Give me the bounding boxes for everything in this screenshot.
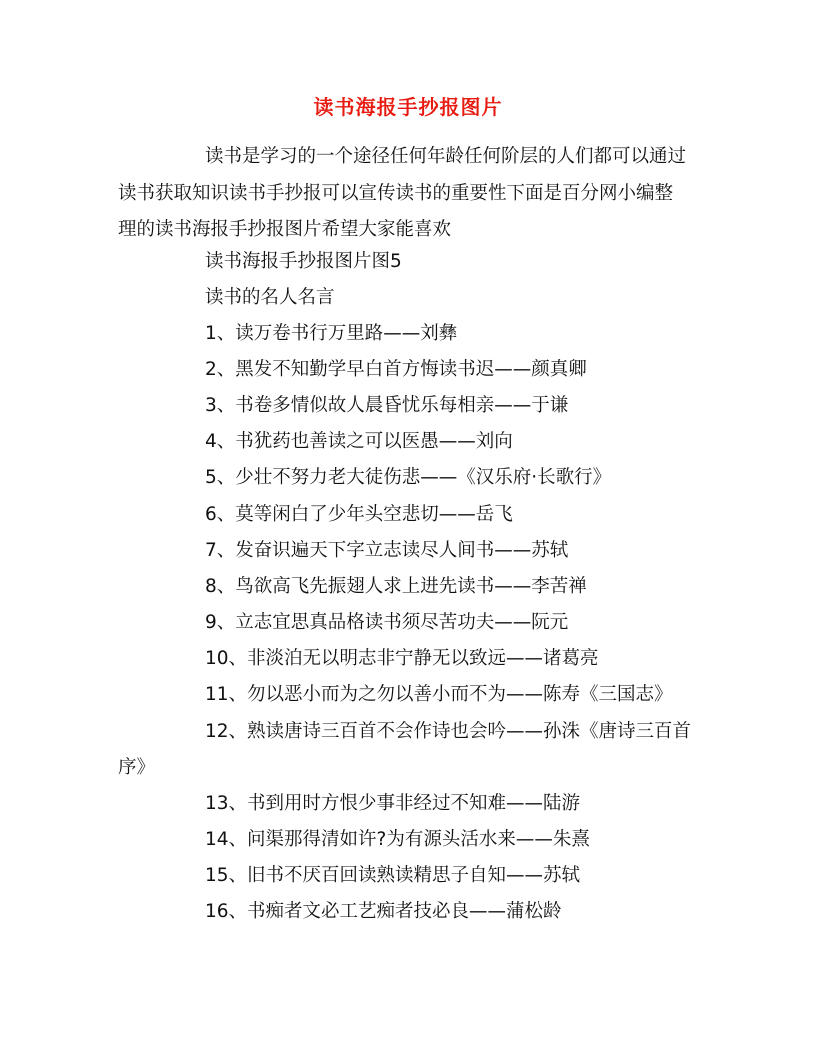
quote-line: 7、发奋识遍天下字立志读尽人间书——苏轼 xyxy=(205,540,569,561)
page-title: 读书海报手抄报图片 xyxy=(313,95,503,119)
section-heading: 读书的名人名言 xyxy=(205,287,335,308)
quote-line-continuation: 序》 xyxy=(118,757,156,778)
quote-line: 15、旧书不厌百回读熟读精思子自知——苏轼 xyxy=(205,865,581,886)
quote-line: 6、莫等闲白了少年头空悲切——岳飞 xyxy=(205,504,513,525)
quote-line: 1、读万卷书行万里路——刘彝 xyxy=(205,323,458,344)
quote-line: 3、书卷多情似故人晨昏忧乐每相亲——于谦 xyxy=(205,395,569,416)
quote-line: 11、勿以恶小而为之勿以善小而不为——陈寿《三国志》 xyxy=(205,684,673,705)
intro-line: 理的读书海报手抄报图片希望大家能喜欢 xyxy=(118,219,452,240)
quote-line: 12、熟读唐诗三百首不会作诗也会吟——孙洙《唐诗三百首 xyxy=(205,721,692,742)
quote-line: 4、书犹药也善读之可以医愚——刘向 xyxy=(205,431,513,452)
intro-line: 读书是学习的一个途径任何年龄任何阶层的人们都可以通过 xyxy=(205,146,687,167)
quote-line: 14、问渠那得清如许?为有源头活水来——朱熹 xyxy=(205,829,590,850)
quote-line: 8、鸟欲高飞先振翅人求上进先读书——李苦禅 xyxy=(205,576,587,597)
figure-caption: 读书海报手抄报图片图5 xyxy=(205,251,402,272)
quote-line: 5、少壮不努力老大徒伤悲——《汉乐府·长歌行》 xyxy=(205,467,612,488)
quote-line: 16、书痴者文必工艺痴者技必良——蒲松龄 xyxy=(205,901,562,922)
quote-line: 10、非淡泊无以明志非宁静无以致远——诸葛亮 xyxy=(205,648,599,669)
quote-line: 13、书到用时方恨少事非经过不知难——陆游 xyxy=(205,793,581,814)
quote-line: 2、黑发不知勤学早白首方悔读书迟——颜真卿 xyxy=(205,359,587,380)
quote-line: 9、立志宜思真品格读书须尽苦功夫——阮元 xyxy=(205,612,569,633)
intro-paragraph xyxy=(118,139,698,249)
intro-line: 读书获取知识读书手抄报可以宣传读书的重要性下面是百分网小编整 xyxy=(118,182,674,204)
